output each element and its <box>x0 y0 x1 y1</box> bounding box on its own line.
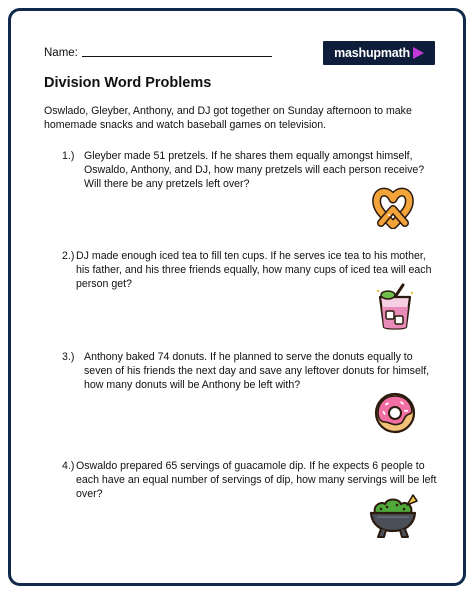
problem-text: DJ made enough iced tea to fill ten cups. If he serves ice tea to his mother, his father, and his three friends equally, how many cups of iced tea will each person get? <box>76 250 432 290</box>
problem-number: 2.) <box>62 250 75 262</box>
logo-text-c: math <box>380 46 410 60</box>
page-title: Division Word Problems <box>44 75 212 91</box>
logo-text-u: u <box>365 46 374 60</box>
problem-text: Gleyber made 51 pretzels. If he shares them equally amongst himself, Oswaldo, Anthony, and DJ, how many pretzels will each person receive? Will there be any pretzels left over? <box>84 150 425 190</box>
play-arrow-icon <box>413 47 424 59</box>
intro-paragraph: Oswlado, Gleyber, Anthony, and DJ got together on Sunday afternoon to make homemade snacks and watch baseball games on television. <box>44 105 412 131</box>
guacamole-bowl-icon <box>367 491 419 543</box>
name-blank-line[interactable] <box>82 55 272 57</box>
logo-text-b: p <box>373 46 381 60</box>
donut-icon <box>373 391 417 435</box>
problem-number: 3.) <box>62 351 75 363</box>
problem-number: 4.) <box>62 460 75 472</box>
name-label: Name: <box>44 47 78 59</box>
problem-3 <box>62 350 442 392</box>
pretzel-icon <box>371 187 415 229</box>
logo-text-a: mash <box>334 46 366 60</box>
problem-1 <box>62 149 442 191</box>
worksheet-page <box>8 8 466 586</box>
mashupmath-logo <box>323 41 435 65</box>
problem-number: 1.) <box>62 150 75 162</box>
iced-tea-icon <box>375 283 415 331</box>
problem-text: Oswaldo prepared 65 servings of guacamole dip. If he expects 6 people to each have an equal number of servings of dip, how many servings will be left over? <box>76 460 437 500</box>
name-field[interactable] <box>44 47 272 59</box>
problem-text: Anthony baked 74 donuts. If he planned to serve the donuts equally to seven of his friends the next day and save any leftover donuts for himself, how many donuts will be Anthony be left with? <box>84 351 430 391</box>
